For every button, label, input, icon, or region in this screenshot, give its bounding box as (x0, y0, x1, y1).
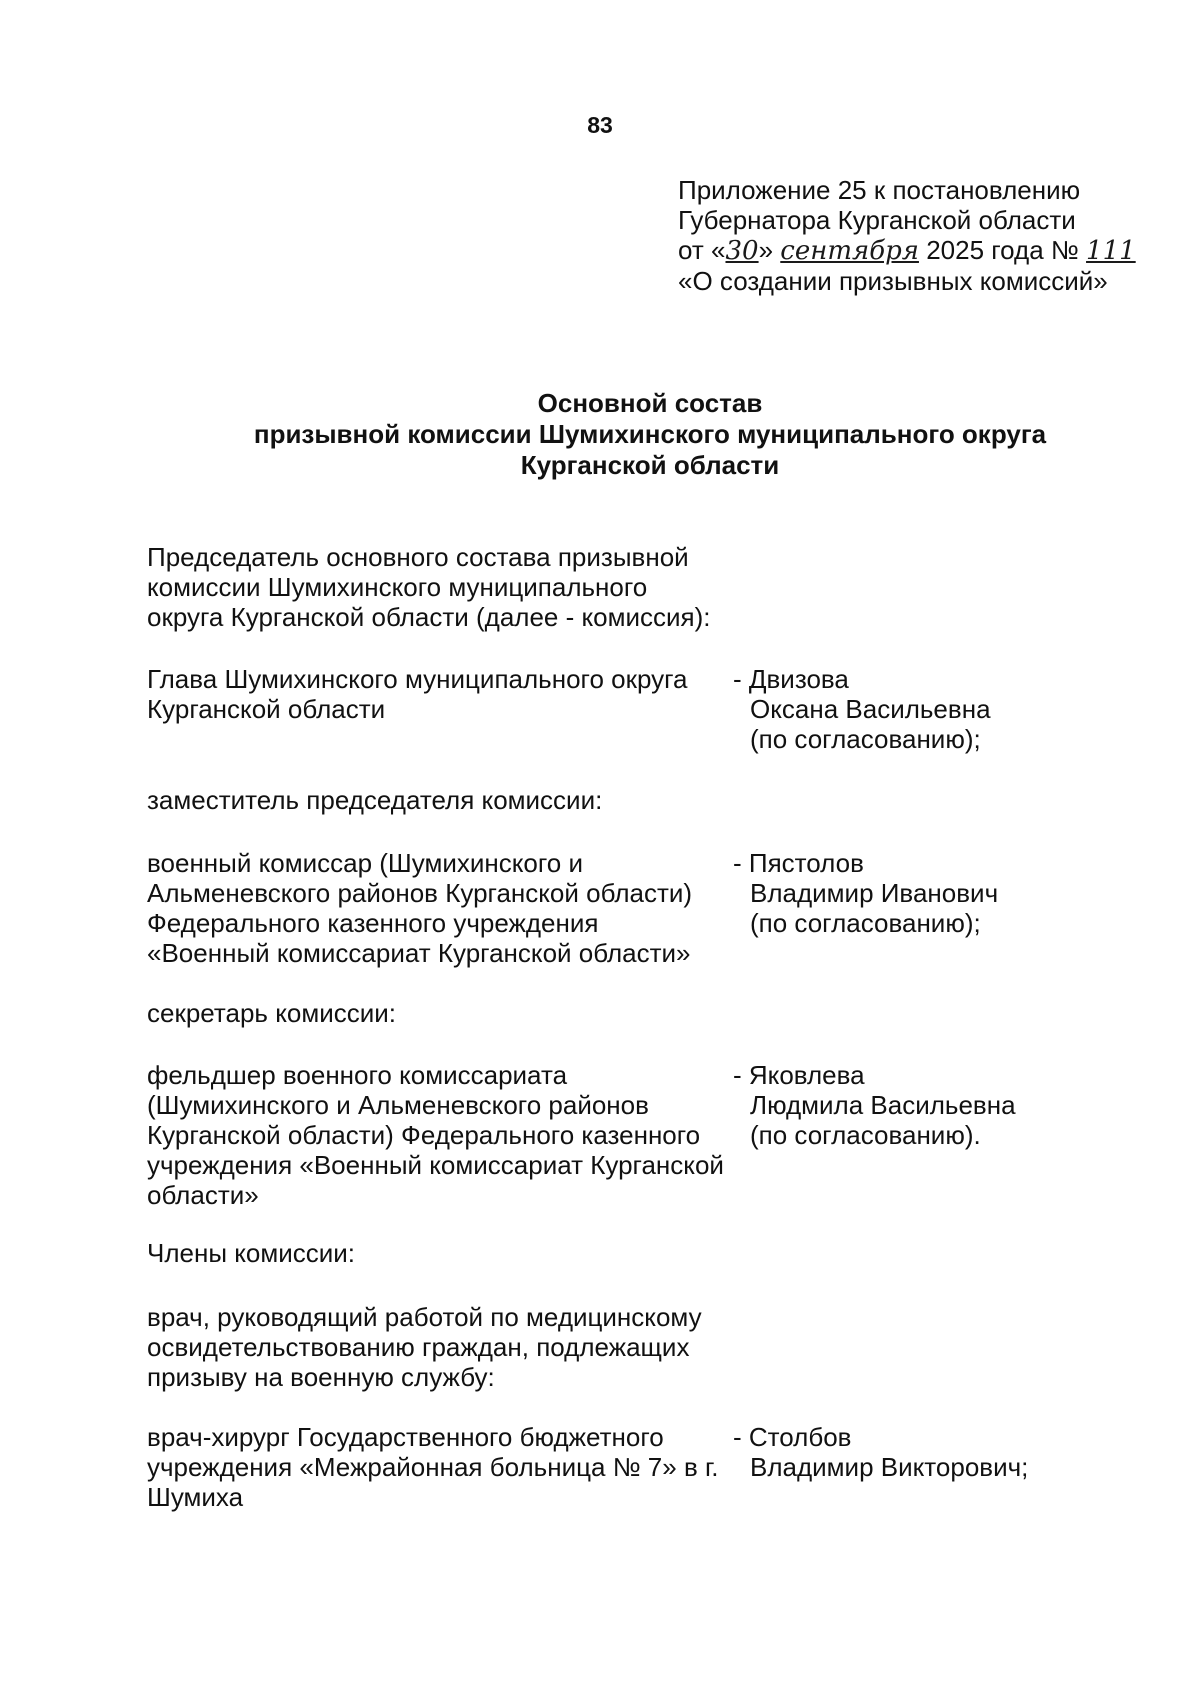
deputy-person (733, 848, 998, 938)
chairman-note: (по согласованию); (750, 724, 981, 754)
secretary-person (733, 1060, 1016, 1150)
deputy-position-line: Альменевского районов Курганской области) (147, 878, 693, 908)
doctor-heading-line: освидетельствованию граждан, подлежащих (147, 1332, 690, 1362)
secretary-position-line: Курганской области) Федерального казенного (147, 1120, 701, 1150)
secretary-position-line: учреждения «Военный комиссариат Курганской (147, 1150, 724, 1180)
surgeon-name: Владимир Викторович; (750, 1452, 1029, 1482)
doctor-heading (147, 1302, 702, 1392)
doctor-heading-line: врач, руководящий работой по медицинскому (147, 1302, 702, 1332)
surgeon-position (147, 1422, 719, 1512)
secretary-position (147, 1060, 724, 1210)
appendix-line-2: Губернатора Курганской области (678, 205, 1076, 235)
date-month-handwritten: сентября (780, 236, 919, 266)
members-heading: Члены комиссии: (147, 1238, 356, 1268)
secretary-surname: - Яковлева (733, 1060, 865, 1090)
chairman-name: Оксана Васильевна (750, 694, 991, 724)
appendix-date-line (678, 235, 1136, 266)
title-line-1: Основной состав (537, 388, 763, 418)
chairman-position-line: Глава Шумихинского муниципального округа (147, 664, 688, 694)
date-prefix: от « (678, 235, 726, 265)
doctor-heading-line: призыву на военную службу: (147, 1362, 495, 1392)
chairman-person (733, 664, 991, 754)
secretary-position-line: фельдшер военного комиссариата (147, 1060, 568, 1090)
appendix-line-4: «О создании призывных комиссий» (678, 266, 1108, 296)
chairman-position (147, 664, 688, 724)
deputy-position-line: «Военный комиссариат Курганской области» (147, 938, 691, 968)
doc-number-handwritten: 111 (1086, 236, 1136, 266)
document-title (0, 388, 1200, 481)
deputy-surname: - Пястолов (733, 848, 864, 878)
surgeon-position-line: учреждения «Межрайонная больница № 7» в г. (147, 1452, 719, 1482)
deputy-note: (по согласованию); (750, 908, 981, 938)
chairman-heading-line: комиссии Шумихинского муниципального (147, 572, 648, 602)
surgeon-position-line: Шумиха (147, 1482, 244, 1512)
deputy-heading: заместитель председателя комиссии: (147, 785, 603, 815)
chairman-position-line: Курганской области (147, 694, 386, 724)
date-year: 2025 года № (926, 235, 1079, 265)
chairman-heading-line: округа Курганской области (далее - комиссия): (147, 602, 711, 632)
chairman-heading-line: Председатель основного состава призывной (147, 542, 689, 572)
date-separator: » (758, 235, 774, 265)
secretary-heading: секретарь комиссии: (147, 998, 396, 1028)
surgeon-position-line: врач-хирург Государственного бюджетного (147, 1422, 664, 1452)
deputy-position (147, 848, 692, 968)
secretary-name: Людмила Васильевна (750, 1090, 1016, 1120)
deputy-position-line: Федерального казенного учреждения (147, 908, 599, 938)
appendix-header (678, 175, 1136, 296)
surgeon-person (733, 1422, 1028, 1482)
appendix-line-1: Приложение 25 к постановлению (678, 175, 1081, 205)
secretary-position-line: области» (147, 1180, 259, 1210)
date-day-handwritten: 30 (725, 236, 759, 266)
title-line-2: призывной комиссии Шумихинского муниципального округа (253, 419, 1047, 449)
surgeon-surname: - Столбов (733, 1422, 852, 1452)
deputy-position-line: военный комиссар (Шумихинского и (147, 848, 583, 878)
chairman-surname: - Двизова (733, 664, 849, 694)
page-number: 83 (587, 112, 613, 138)
deputy-name: Владимир Иванович (750, 878, 999, 908)
secretary-position-line: (Шумихинского и Альменевского районов (147, 1090, 649, 1120)
secretary-note: (по согласованию). (750, 1120, 981, 1150)
chairman-heading (147, 542, 710, 632)
title-line-3: Курганской области (520, 450, 780, 480)
